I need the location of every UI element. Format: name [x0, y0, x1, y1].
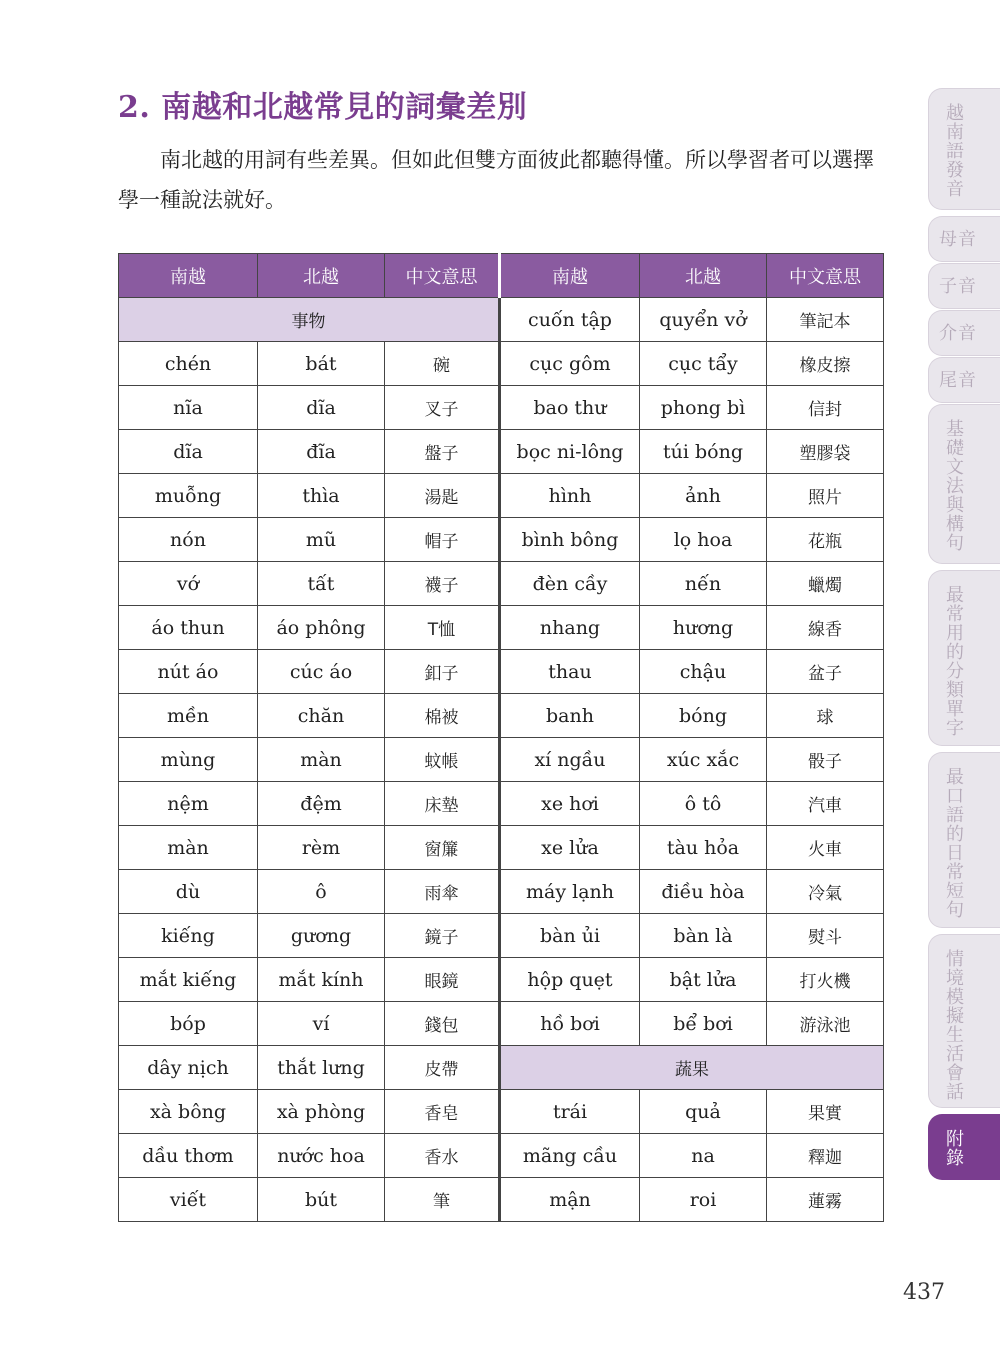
page-number: 437	[903, 1280, 945, 1305]
header-chinese: 中文意思	[385, 254, 500, 298]
north-word: thìa	[258, 474, 385, 518]
south-word: bàn ủi	[500, 914, 640, 958]
south-word: mền	[119, 694, 258, 738]
table-row	[119, 1046, 884, 1090]
north-word: đĩa	[258, 430, 385, 474]
side-tab-label: 基礎文法與構句	[943, 419, 964, 552]
north-word: bóng	[640, 694, 767, 738]
south-word: màn	[119, 826, 258, 870]
north-word: điều hòa	[640, 870, 767, 914]
chinese-meaning: 果實	[767, 1090, 884, 1134]
north-word: quả	[640, 1090, 767, 1134]
table-row	[119, 474, 884, 518]
south-word: bóp	[119, 1002, 258, 1046]
table-row	[119, 1002, 884, 1046]
chinese-meaning: 窗簾	[385, 826, 500, 870]
south-word: hình	[500, 474, 640, 518]
north-word: túi bóng	[640, 430, 767, 474]
north-word: chậu	[640, 650, 767, 694]
chinese-meaning: 游泳池	[767, 1002, 884, 1046]
north-word: bể bơi	[640, 1002, 767, 1046]
chinese-meaning: 盤子	[385, 430, 500, 474]
north-word: mắt kính	[258, 958, 385, 1002]
chinese-meaning: 帽子	[385, 518, 500, 562]
south-word: thau	[500, 650, 640, 694]
chinese-meaning: 雨傘	[385, 870, 500, 914]
south-word: nút áo	[119, 650, 258, 694]
south-word: chén	[119, 342, 258, 386]
north-word: ô tô	[640, 782, 767, 826]
south-word: nệm	[119, 782, 258, 826]
south-word: mắt kiếng	[119, 958, 258, 1002]
south-word: mùng	[119, 738, 258, 782]
north-word: gương	[258, 914, 385, 958]
chinese-meaning: 筆	[385, 1178, 500, 1222]
chinese-meaning: 熨斗	[767, 914, 884, 958]
north-word: bút	[258, 1178, 385, 1222]
south-word: nón	[119, 518, 258, 562]
side-tab[interactable]	[928, 88, 1000, 210]
south-word: máy lạnh	[500, 870, 640, 914]
south-word: viết	[119, 1178, 258, 1222]
table-header-row	[119, 254, 884, 298]
table-row	[119, 826, 884, 870]
table-row	[119, 1178, 884, 1222]
south-word: dĩa	[119, 430, 258, 474]
north-word: bàn là	[640, 914, 767, 958]
south-word: dầu thơm	[119, 1134, 258, 1178]
south-word: xí ngầu	[500, 738, 640, 782]
chinese-meaning: 盆子	[767, 650, 884, 694]
south-word: xe lửa	[500, 826, 640, 870]
north-word: na	[640, 1134, 767, 1178]
north-word: áo phông	[258, 606, 385, 650]
chinese-meaning: 線香	[767, 606, 884, 650]
south-word: đèn cầy	[500, 562, 640, 606]
north-word: ô	[258, 870, 385, 914]
header-south: 南越	[500, 254, 640, 298]
header-north: 北越	[640, 254, 767, 298]
side-tab[interactable]	[928, 263, 1000, 309]
side-tab-label: 子音	[939, 276, 977, 297]
chinese-meaning: 冷氣	[767, 870, 884, 914]
chinese-meaning: 照片	[767, 474, 884, 518]
chinese-meaning: T恤	[385, 606, 500, 650]
chinese-meaning: 香水	[385, 1134, 500, 1178]
chinese-meaning: 筆記本	[767, 298, 884, 342]
table-row	[119, 738, 884, 782]
south-word: vớ	[119, 562, 258, 606]
side-tab-active[interactable]	[928, 1114, 1000, 1180]
table-row	[119, 694, 884, 738]
north-word: thắt lưng	[258, 1046, 385, 1090]
table-row	[119, 782, 884, 826]
side-tab-label: 最常用的分類單字	[943, 585, 964, 737]
side-tab[interactable]	[928, 357, 1000, 403]
table-row	[119, 650, 884, 694]
side-tab-label: 越南語發音	[943, 103, 964, 198]
chinese-meaning: 床墊	[385, 782, 500, 826]
north-word: cục tẩy	[640, 342, 767, 386]
side-tab[interactable]	[928, 570, 1000, 746]
category-cell: 蔬果	[500, 1046, 884, 1090]
chinese-meaning: 錢包	[385, 1002, 500, 1046]
north-word: ví	[258, 1002, 385, 1046]
table-row	[119, 430, 884, 474]
chinese-meaning: 球	[767, 694, 884, 738]
chinese-meaning: 香皂	[385, 1090, 500, 1134]
north-word: tàu hỏa	[640, 826, 767, 870]
south-word: áo thun	[119, 606, 258, 650]
south-word: nĩa	[119, 386, 258, 430]
south-word: nhang	[500, 606, 640, 650]
south-word: hồ bơi	[500, 1002, 640, 1046]
south-word: hộp quẹt	[500, 958, 640, 1002]
north-word: rèm	[258, 826, 385, 870]
north-word: phong bì	[640, 386, 767, 430]
north-word: đệm	[258, 782, 385, 826]
south-word: trái	[500, 1090, 640, 1134]
south-word: dây nịch	[119, 1046, 258, 1090]
chinese-meaning: 襪子	[385, 562, 500, 606]
header-chinese: 中文意思	[767, 254, 884, 298]
north-word: ảnh	[640, 474, 767, 518]
north-word: quyển vở	[640, 298, 767, 342]
south-word: mãng cầu	[500, 1134, 640, 1178]
north-word: xúc xắc	[640, 738, 767, 782]
chinese-meaning: 湯匙	[385, 474, 500, 518]
chinese-meaning: 蓮霧	[767, 1178, 884, 1222]
south-word: xà bông	[119, 1090, 258, 1134]
intro-text: 南北越的用詞有些差異。但如此但雙方面彼此都聽得懂。所以學習者可以選擇學一種說法就好。	[118, 148, 874, 212]
side-tab[interactable]	[928, 216, 1000, 262]
chinese-meaning: 骰子	[767, 738, 884, 782]
north-word: bát	[258, 342, 385, 386]
south-word: banh	[500, 694, 640, 738]
north-word: xà phòng	[258, 1090, 385, 1134]
north-word: nến	[640, 562, 767, 606]
chinese-meaning: 棉被	[385, 694, 500, 738]
chinese-meaning: 釦子	[385, 650, 500, 694]
table-row	[119, 562, 884, 606]
south-word: xe hơi	[500, 782, 640, 826]
side-tab-label: 母音	[939, 229, 977, 250]
chinese-meaning: 花瓶	[767, 518, 884, 562]
north-word: tất	[258, 562, 385, 606]
category-cell: 事物	[119, 298, 500, 342]
table-row	[119, 870, 884, 914]
page-title: 2. 南越和北越常見的詞彙差別	[118, 90, 528, 125]
north-word: bật lửa	[640, 958, 767, 1002]
chinese-meaning: 打火機	[767, 958, 884, 1002]
north-word: cúc áo	[258, 650, 385, 694]
side-tab[interactable]	[928, 310, 1000, 356]
chinese-meaning: 皮帶	[385, 1046, 500, 1090]
south-word: cuốn tập	[500, 298, 640, 342]
intro-paragraph	[118, 140, 888, 220]
chinese-meaning: 眼鏡	[385, 958, 500, 1002]
north-word: nước hoa	[258, 1134, 385, 1178]
side-tab[interactable]	[928, 934, 1000, 1108]
table-row	[119, 298, 884, 342]
chinese-meaning: 鏡子	[385, 914, 500, 958]
side-tab-label: 最口語的日常短句	[943, 767, 964, 919]
chinese-meaning: 汽車	[767, 782, 884, 826]
chinese-meaning: 橡皮擦	[767, 342, 884, 386]
side-tab-label: 附錄	[943, 1129, 964, 1167]
side-tab-label: 介音	[939, 323, 977, 344]
north-word: roi	[640, 1178, 767, 1222]
chinese-meaning: 信封	[767, 386, 884, 430]
header-south: 南越	[119, 254, 258, 298]
south-word: dù	[119, 870, 258, 914]
table-row	[119, 1134, 884, 1178]
north-word: chăn	[258, 694, 385, 738]
south-word: bình bông	[500, 518, 640, 562]
side-tab[interactable]	[928, 752, 1000, 928]
chinese-meaning: 蚊帳	[385, 738, 500, 782]
chinese-meaning: 火車	[767, 826, 884, 870]
table-row	[119, 518, 884, 562]
south-word: kiếng	[119, 914, 258, 958]
south-word: bọc ni-lông	[500, 430, 640, 474]
side-tab-label: 情境模擬生活會話	[943, 949, 964, 1101]
north-word: lọ hoa	[640, 518, 767, 562]
chinese-meaning: 塑膠袋	[767, 430, 884, 474]
header-north: 北越	[258, 254, 385, 298]
side-tab-label: 尾音	[939, 370, 977, 391]
south-word: mận	[500, 1178, 640, 1222]
north-word: dĩa	[258, 386, 385, 430]
side-tab[interactable]	[928, 404, 1000, 564]
north-word: mũ	[258, 518, 385, 562]
south-word: cục gôm	[500, 342, 640, 386]
vocab-table	[118, 253, 884, 1222]
chinese-meaning: 叉子	[385, 386, 500, 430]
chinese-meaning: 蠟燭	[767, 562, 884, 606]
south-word: muỗng	[119, 474, 258, 518]
table-row	[119, 386, 884, 430]
table-row	[119, 958, 884, 1002]
north-word: hương	[640, 606, 767, 650]
table-row	[119, 914, 884, 958]
table-row	[119, 1090, 884, 1134]
chinese-meaning: 碗	[385, 342, 500, 386]
table-row	[119, 606, 884, 650]
chinese-meaning: 釋迦	[767, 1134, 884, 1178]
north-word: màn	[258, 738, 385, 782]
south-word: bao thư	[500, 386, 640, 430]
table-row	[119, 342, 884, 386]
